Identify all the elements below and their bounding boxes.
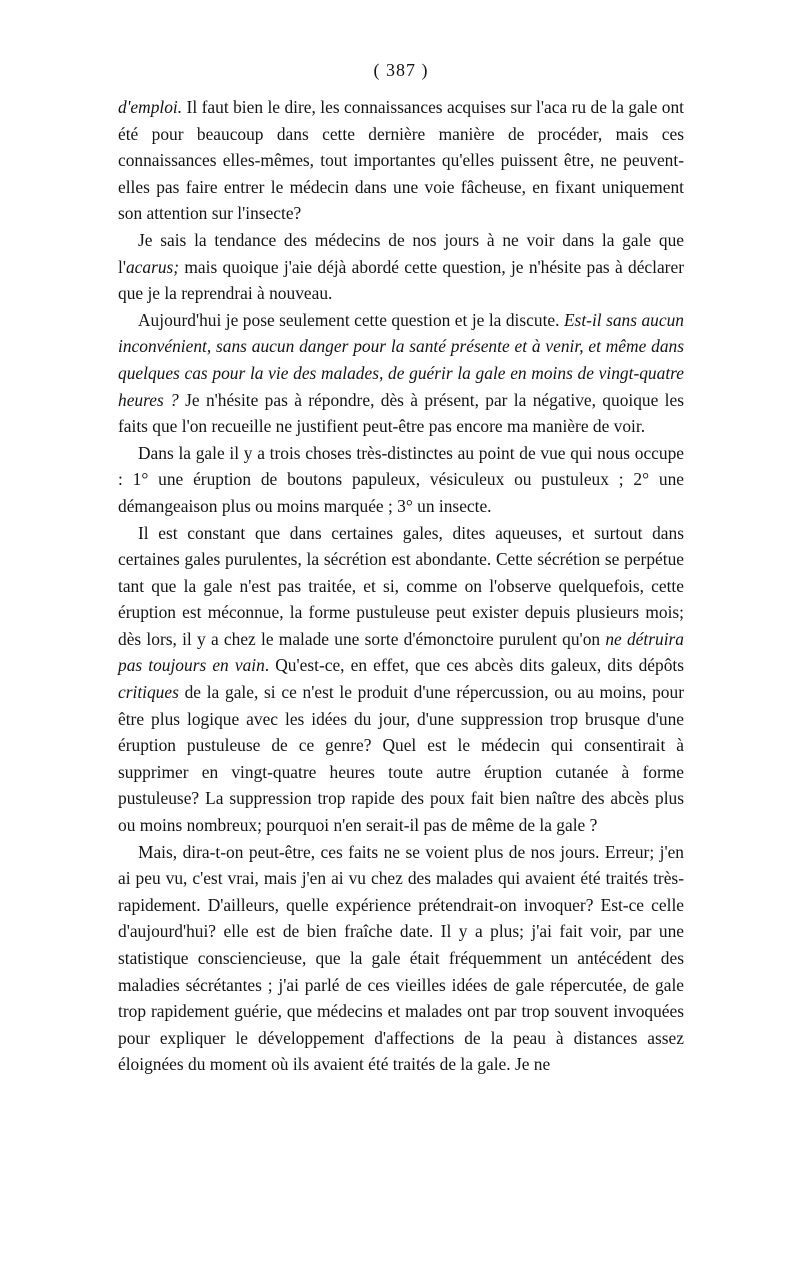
italic-text-run: acarus; [125,256,180,277]
italic-text-run: d'emploi. [118,97,183,117]
paragraph [118,520,684,839]
italic-text-run: Est-il sans aucun inconvénient, sans aucun danger pour la santé présente et à venir, et même dans quelques cas pour la vie des malades, de guérir la gale en moins de vingt-quatre heures ? [118,309,684,410]
page-number: ( 387 ) [373,60,429,80]
text-run: Aujourd'hui je pose seulement cette question et je la discute. [138,309,564,330]
paragraph [118,307,684,440]
paragraph [118,94,684,227]
paragraph [118,440,684,520]
text-run: Mais, dira-t-on peut-être, ces faits ne se voient plus de nos jours. Erreur; j'en ai peu vu, c'est vrai, mais j'en ai vu chez des malades qui avaient été traités très-rapidement. D'ailleurs, quelle expérience prétendrait-on invoquer? Est-ce celle d'aujourd'hui? elle est de bien fraîche date. Il y a plus; j'ai fait voir, par une statistique consciencieuse, que la gale était fréquemment un antécédent des maladies sécrétantes ; j'ai parlé de ces vieilles idées de gale répercutée, de gale trop rapidement guérie, que médecins et malades ont par trop souvent invoquées pour expliquer le développement d'affections de la peau à distances assez éloignées du moment où ils avaient été traités de la gale. Je ne [118,841,684,1075]
text-run: Dans la gale il y a trois choses très-distinctes au point de vue qui nous occupe : 1° une éruption de boutons papuleux, vésiculeux ou pustuleux ; 2° une démangeaison plus ou moins marquée ; 3° un insecte. [118,442,684,516]
text-run: Il faut bien le dire, les connaissances acquises sur l'aca ru de la gale ont été pour beaucoup dans cette dernière manière de procéder, mais ces connaissances elles-mêmes, tout importantes qu'elles puissent être, ne peuvent-elles pas faire entrer le médecin dans une voie fâcheuse, en fixant uniquement son attention sur l'insecte? [118,97,684,224]
text-run: Je n'hésite pas à répondre, dès à présent, par la négative, quoique les faits que l'on recueille ne justifient peut-être pas encore ma manière de voir. [118,389,684,437]
italic-text-run: ne détruira pas toujours en vain [118,628,684,676]
text-run: de la gale, si ce n'est le produit d'une répercussion, ou au moins, pour être plus logique avec les idées du jour, d'une suppression trop brusque d'une éruption pustuleuse de ce genre? Quel est le médecin qui consentirait à supprimer en vingt-quatre heures toute autre éruption cutanée à forme pustuleuse? La suppression trop rapide des poux fait bien naître des abcès plus ou moins nombreux; pourquoi n'en serait-il pas de même de la gale ? [118,682,684,836]
text-run: Il est constant que dans certaines gales, dites aqueuses, et surtout dans certaines gales purulentes, la sécrétion est abondante. Cette sécrétion se perpétue tant que la gale n'est pas traitée, et si, comme on l'observe quelquefois, cette éruption est méconnue, la forme pustuleuse peut exister depuis plusieurs mois; dès lors, il y a chez le malade une sorte d'émonctoire purulent qu'on [118,522,684,649]
page-body-text [118,94,684,1078]
paragraph [118,227,684,307]
book-page [118,58,684,1078]
text-run: . Qu'est-ce, en effet, que ces abcès dits galeux, dits dépôts [264,655,684,676]
text-run: mais quoique j'aie déjà abordé cette question, je n'hésite pas à déclarer que je la reprendrai à nouveau. [118,256,684,304]
text-run: Je sais la tendance des médecins de nos jours à ne voir dans la gale que l' [118,229,684,277]
paragraph [118,839,684,1078]
italic-text-run: critiques [118,682,179,703]
